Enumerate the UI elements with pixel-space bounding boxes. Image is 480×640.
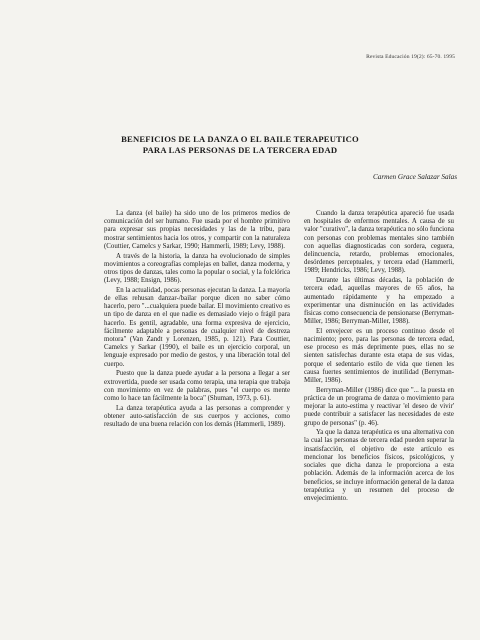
title-line-1: BENEFICIOS DE LA DANZA O EL BAILE TERAPEUTICO: [121, 134, 359, 144]
paragraph: Puesto que la danza puede ayudar a la persona a llegar a ser extrovertida, puede ser usada como terapia, una terapia que trabaja con movimiento en vez de palabras, pues "el cuerpo es mente como lo hace tan fácilmente la boca" (Shuman, 1973, p. 61).: [104, 370, 290, 402]
running-head: Revista Educación 19(2): 65-70. 1995: [366, 54, 455, 60]
right-column: [304, 210, 454, 505]
paragraph: Cuando la danza terapéutica apareció fue usada en hospitales de enfermos mentales. A causa de su valor "curativo", la danza terapéutica no sólo funciona con personas con problemas mentales sino también con aquellas diagnosticadas con sordera, ceguera, delincuencia, retardo, problemas emocionales, desórdenes perceptuales, y tercera edad (Hammerli, 1989; Hendricks, 1986; Levy, 1988).: [304, 210, 454, 275]
paragraph: Ya que la danza terapéutica es una alternativa con la cual las personas de tercera edad pueden superar la insatisfacción, el objetivo de este artículo es mencionar los beneficios físicos, psicológicos, y sociales que dicha danza le proporciona a esta población. Además de la información acerca de los beneficios, se incluye información general de la danza terapéutica y un resumen del proceso de envejecimiento.: [304, 429, 454, 502]
paragraph: Berryman-Miller (1986) dice que "... la puesta en práctica de un programa de danza o movimiento para mejorar la auto-estima y reactivar 'el deseo de vivir' puede contribuir a satisfacer las necesidades de este grupo de personas" (p. 46).: [304, 386, 454, 427]
paragraph: La danza terapéutica ayuda a las personas a comprender y obtener auto-satisfacción de sus cuerpos y acciones, como resultado de una buena relación con los demás (Hammerli, 1989).: [104, 404, 290, 429]
paragraph: El envejecer es un proceso continuo desde el nacimiento; pero, para las personas de tercera edad, ese proceso es más deprimente pues, ellas no se sienten satisfechas durante esta etapa de sus vidas, porque el sedentario estilo de vida que tienen les causa fuertes sentimientos de inutilidad (Berryman-Miller, 1986).: [304, 327, 454, 385]
left-column: [104, 210, 290, 431]
paragraph: Durante las últimas décadas, la población de tercera edad, aquellas mayores de 65 años, ha aumentado rápidamente y ha empezado a experimentar una disminución en las actividades físicas como consecuencia de pensionarse (Berryman-Miller, 1986; Berryman-Miller, 1988).: [304, 277, 454, 326]
paragraph: A través de la historia, la danza ha evolucionado de simples movimientos a coreografías complejas en ballet, danza moderna, y otros tipos de danzas, tales como la popular o social, y la folclórica (Levy, 1988; Ensign, 1986).: [104, 252, 290, 285]
article-title: [60, 134, 420, 156]
author-name: Carmen Grace Salazar Salas: [372, 173, 457, 181]
paragraph: En la actualidad, pocas personas ejecutan la danza. La mayoría de ellas rehusan danzar-/bailar porque dicen no saber cómo hacerlo, pero "...cualquiera puede bailar. El movimiento creativo es un tipo de danza en el que nadie es demasiado viejo o frágil para hacerlo. Es gentil, agradable, una forma expresiva de ejercicio, fácilmente adaptable a personas de cualquier nivel de destreza motora" (Van Zandt y Lorenzen, 1985, p. 121). Para Couttier, Camelcs y Sarkar (1990), el baile es un ejercicio corporal, un lenguaje expresado por medio de gestos, y una liberación total del cuerpo.: [104, 286, 290, 368]
paragraph: La danza (el baile) ha sido uno de los primeros medios de comunicación del ser humano. Fue usada por el hombre primitivo para expresar sus propias necesidades y las de la tribu, para mostrar sentimientos hacia los otros, y compartir con la naturaleza (Couttier, Camelcs y Sarkar, 1990; Hammerli, 1989; Levy, 1988).: [104, 210, 290, 250]
title-line-2: PARA LAS PERSONAS DE LA TERCERA EDAD: [142, 145, 338, 155]
